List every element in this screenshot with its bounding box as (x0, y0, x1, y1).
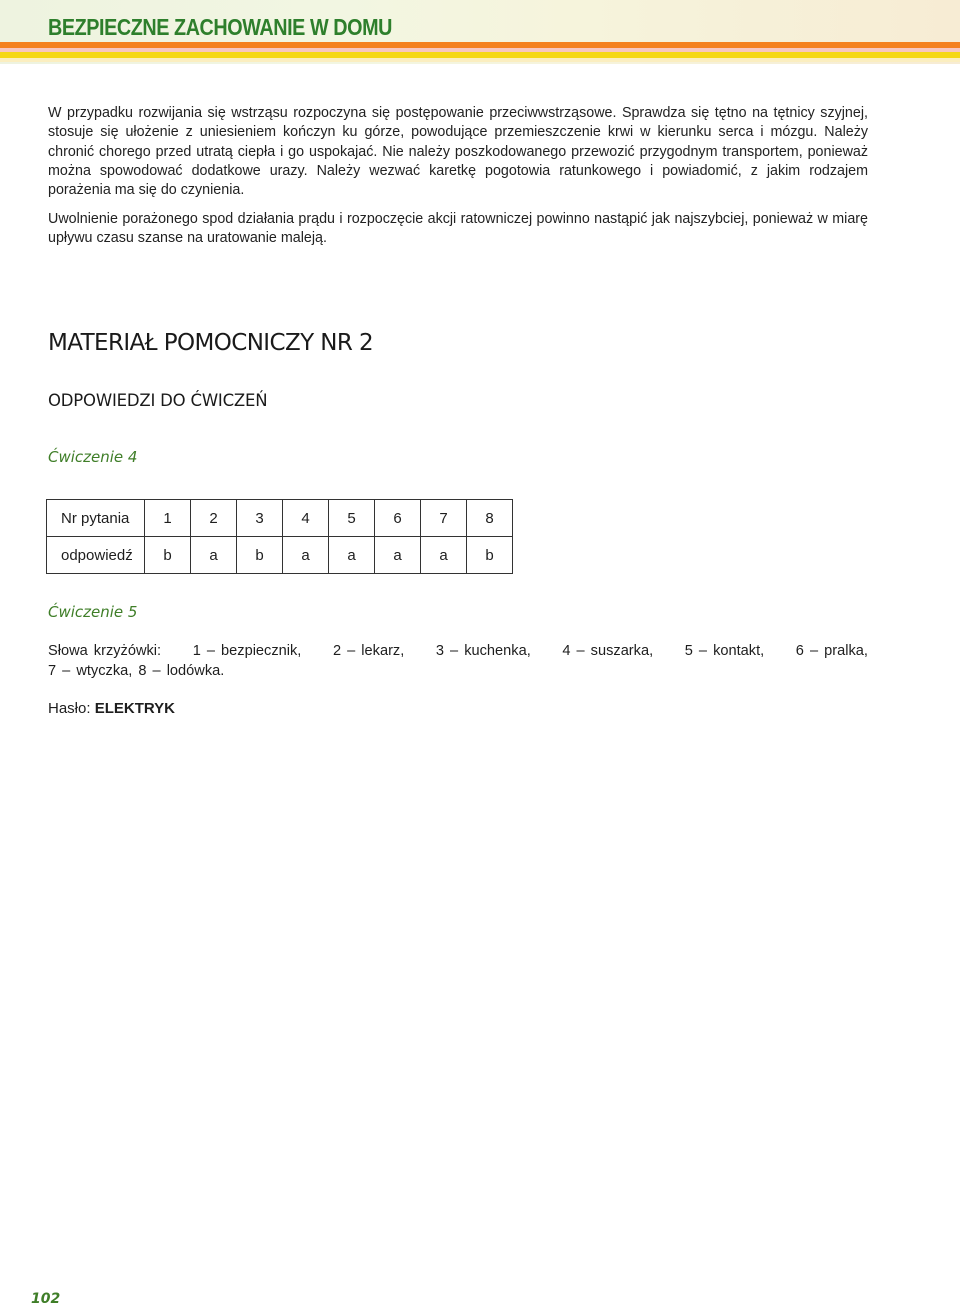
crossword-word: 3 – kuchenka, (435, 643, 531, 659)
answer-cell: b (237, 537, 283, 574)
answer-cell: b (467, 537, 513, 574)
crossword-line-2: 7 – wtyczka, 8 – lodówka. (48, 662, 225, 679)
header-stripe-cream (0, 58, 960, 62)
password-value: ELEKTRYK (94, 700, 175, 717)
question-number: 2 (191, 500, 237, 537)
answer-cell: a (283, 537, 329, 574)
crossword-word: 4 – suszarka, (562, 643, 654, 659)
question-number: 7 (421, 500, 467, 537)
exercise-4-title: Ćwiczenie 4 (48, 448, 138, 466)
row-header-answers: odpowiedź (47, 537, 145, 574)
crossword-words (48, 642, 868, 681)
question-number: 5 (329, 500, 375, 537)
section-subtitle: ODPOWIEDZI DO ĆWICZEŃ (48, 391, 268, 410)
row-header-questions: Nr pytania (47, 500, 145, 537)
crossword-password (48, 700, 175, 717)
answer-cell: b (145, 537, 191, 574)
table-row-questions (47, 500, 513, 537)
question-number: 3 (237, 500, 283, 537)
answer-cell: a (375, 537, 421, 574)
question-number: 8 (467, 500, 513, 537)
answer-cell: a (421, 537, 467, 574)
table-row-answers (47, 537, 513, 574)
crossword-word: 5 – kontakt, (684, 643, 765, 659)
page-header (0, 0, 960, 64)
crossword-label: Słowa krzyżówki: (48, 643, 162, 659)
crossword-line-1 (48, 642, 868, 662)
crossword-word: 1 – bezpiecznik, (192, 643, 302, 659)
question-number: 1 (145, 500, 191, 537)
question-number: 6 (375, 500, 421, 537)
answer-cell: a (191, 537, 237, 574)
exercise-5-title: Ćwiczenie 5 (48, 603, 138, 621)
paragraph-rescue: Uwolnienie porażonego spod działania prądu i rozpoczęcie akcji ratowniczej powinno nastąpić jak najszybciej, ponieważ w miarę upływu czasu szanse na uratowanie maleją. (48, 211, 868, 247)
chapter-title: BEZPIECZNE ZACHOWANIE W DOMU (48, 14, 392, 40)
question-number: 4 (283, 500, 329, 537)
answer-cell: a (329, 537, 375, 574)
crossword-word: 6 – pralka, (795, 643, 868, 659)
section-title: MATERIAŁ POMOCNICZY NR 2 (48, 330, 373, 356)
password-label: Hasło: (48, 700, 91, 717)
paragraph-shock: W przypadku rozwijania się wstrząsu rozpoczyna się postępowanie przeciwwstrząsowe. Sprawdza się tętno na tętnicy szyjnej, stosuje się ułożenie z uniesieniem kończyn ku górze, powodujące przemieszczenie krwi w kierunku serca i mózgu. Należy chronić chorego przed utratą ciepła i go uspokajać. Nie należy poszkodowanego przewozić przygodnym transportem, ponieważ można spowodować dodatkowe urazy. Należy wezwać karetkę pogotowia ratunkowego i powiadomić, z jakim rodzajem porażenia ma się do czynienia. (48, 105, 868, 199)
page-number: 102 (31, 1291, 61, 1307)
answers-table (46, 499, 513, 574)
crossword-word: 2 – lekarz, (332, 643, 405, 659)
